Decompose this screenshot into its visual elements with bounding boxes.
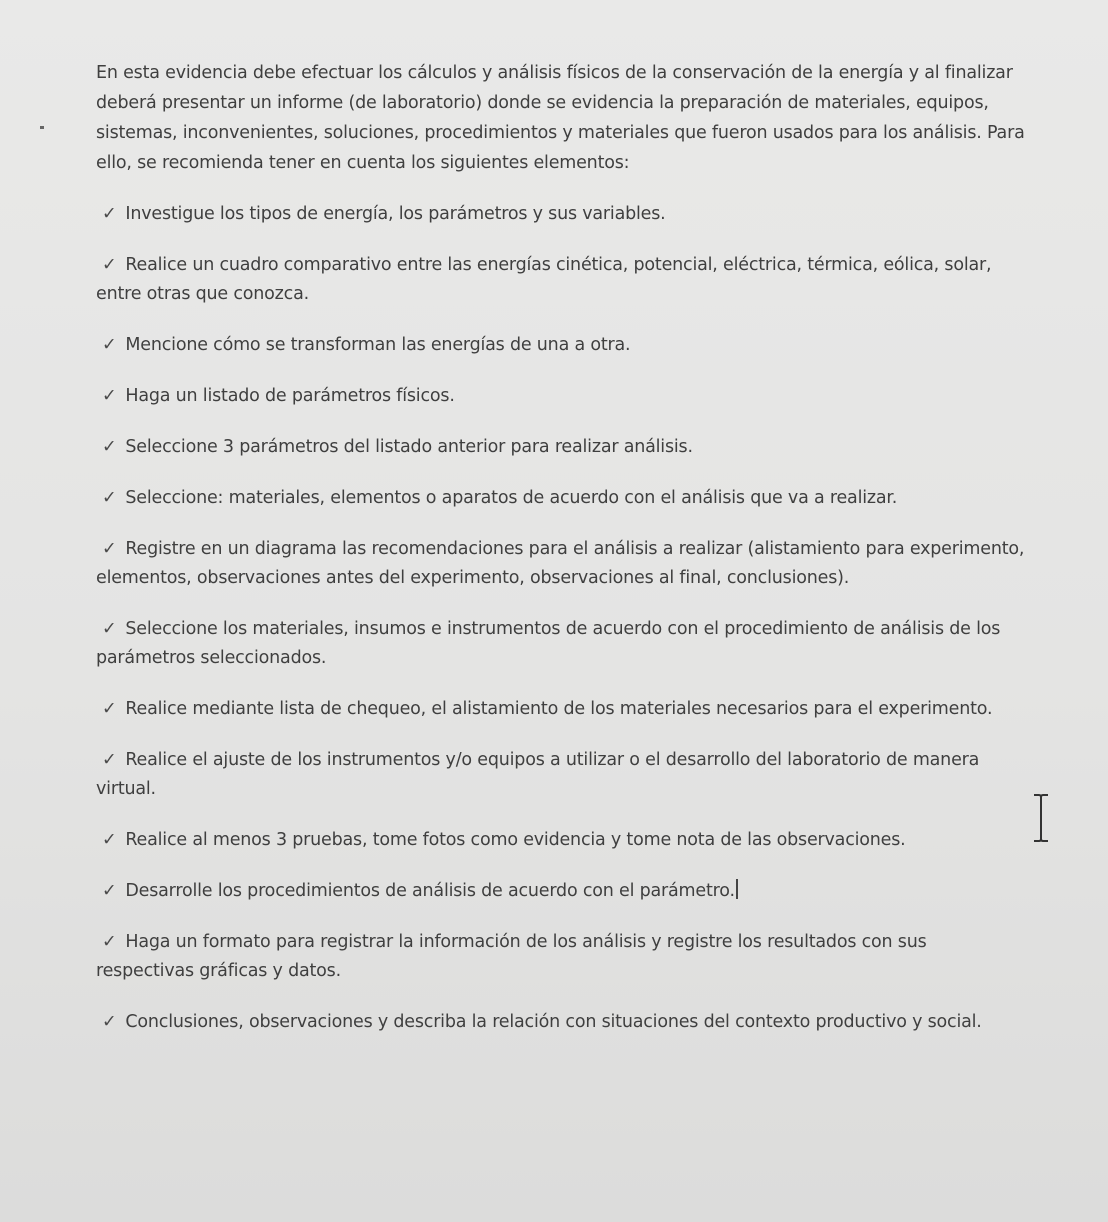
checklist-item [96, 615, 1026, 673]
checklist-item [96, 826, 1026, 855]
check-mark-icon: ✓ [102, 488, 117, 508]
checklist-item [96, 535, 1026, 593]
check-mark-icon: ✓ [102, 699, 117, 719]
checklist-item [96, 382, 1026, 411]
checklist-item-text: Seleccione: materiales, elementos o aparatos de acuerdo con el análisis que va a realizar. [125, 488, 898, 508]
check-mark-icon: ✓ [102, 881, 117, 901]
check-mark-icon: ✓ [102, 255, 117, 275]
check-mark-icon: ✓ [102, 386, 117, 406]
checklist-item-text: Haga un formato para registrar la información de los análisis y registre los resultados con sus respectivas gráficas y datos. [96, 932, 927, 981]
document-body[interactable] [96, 58, 1026, 1059]
checklist-item [96, 433, 1026, 462]
checklist-item [96, 1008, 1026, 1037]
checklist-item [96, 877, 1026, 906]
checklist-item-text: Seleccione 3 parámetros del listado anterior para realizar análisis. [125, 437, 693, 457]
checklist-item-text: Investigue los tipos de energía, los parámetros y sus variables. [125, 204, 666, 224]
checklist-item-text: Realice al menos 3 pruebas, tome fotos como evidencia y tome nota de las observaciones. [125, 830, 906, 850]
check-mark-icon: ✓ [102, 830, 117, 850]
check-mark-icon: ✓ [102, 437, 117, 457]
checklist-item-text: Seleccione los materiales, insumos e instrumentos de acuerdo con el procedimiento de análisis de los parámetros seleccionados. [96, 619, 1001, 668]
checklist-item-text: Realice mediante lista de chequeo, el alistamiento de los materiales necesarios para el experimento. [125, 699, 993, 719]
checklist-item [96, 695, 1026, 724]
checklist-item [96, 200, 1026, 229]
check-mark-icon: ✓ [102, 1012, 117, 1032]
margin-mark [40, 126, 44, 129]
check-mark-icon: ✓ [102, 750, 117, 770]
checklist-item-text: Registre en un diagrama las recomendaciones para el análisis a realizar (alistamiento para experimento, elementos, observaciones antes del experimento, observaciones al final, conclusiones). [96, 539, 1025, 588]
i-beam-cursor-icon [1032, 793, 1050, 843]
check-mark-icon: ✓ [102, 932, 117, 952]
checklist-item-text: Haga un listado de parámetros físicos. [125, 386, 455, 406]
check-mark-icon: ✓ [102, 619, 117, 639]
checklist-item [96, 251, 1026, 309]
check-mark-icon: ✓ [102, 204, 117, 224]
check-mark-icon: ✓ [102, 335, 117, 355]
intro-paragraph: En esta evidencia debe efectuar los cálculos y análisis físicos de la conservación de la energía y al finalizar deberá presentar un informe (de laboratorio) donde se evidencia la preparación de materiales, equipos, sistemas, inconvenientes, soluciones, procedimientos y materiales que fueron usados para los análisis. Para ello, se recomienda tener en cuenta los siguientes elementos: [96, 63, 1025, 173]
text-caret [736, 879, 738, 899]
check-mark-icon: ✓ [102, 539, 117, 559]
checklist-item-text: Mencione cómo se transforman las energías de una a otra. [125, 335, 631, 355]
checklist-item [96, 484, 1026, 513]
checklist-item [96, 331, 1026, 360]
checklist-item-text: Conclusiones, observaciones y describa la relación con situaciones del contexto productivo y social. [125, 1012, 982, 1032]
checklist-item [96, 928, 1026, 986]
checklist-item [96, 746, 1026, 804]
checklist-item-text: Realice el ajuste de los instrumentos y/o equipos a utilizar o el desarrollo del laboratorio de manera virtual. [96, 750, 980, 799]
checklist-item-text: Realice un cuadro comparativo entre las energías cinética, potencial, eléctrica, térmica, eólica, solar, entre otras que conozca. [96, 255, 992, 304]
checklist-item-text: Desarrolle los procedimientos de análisis de acuerdo con el parámetro. [125, 881, 735, 901]
